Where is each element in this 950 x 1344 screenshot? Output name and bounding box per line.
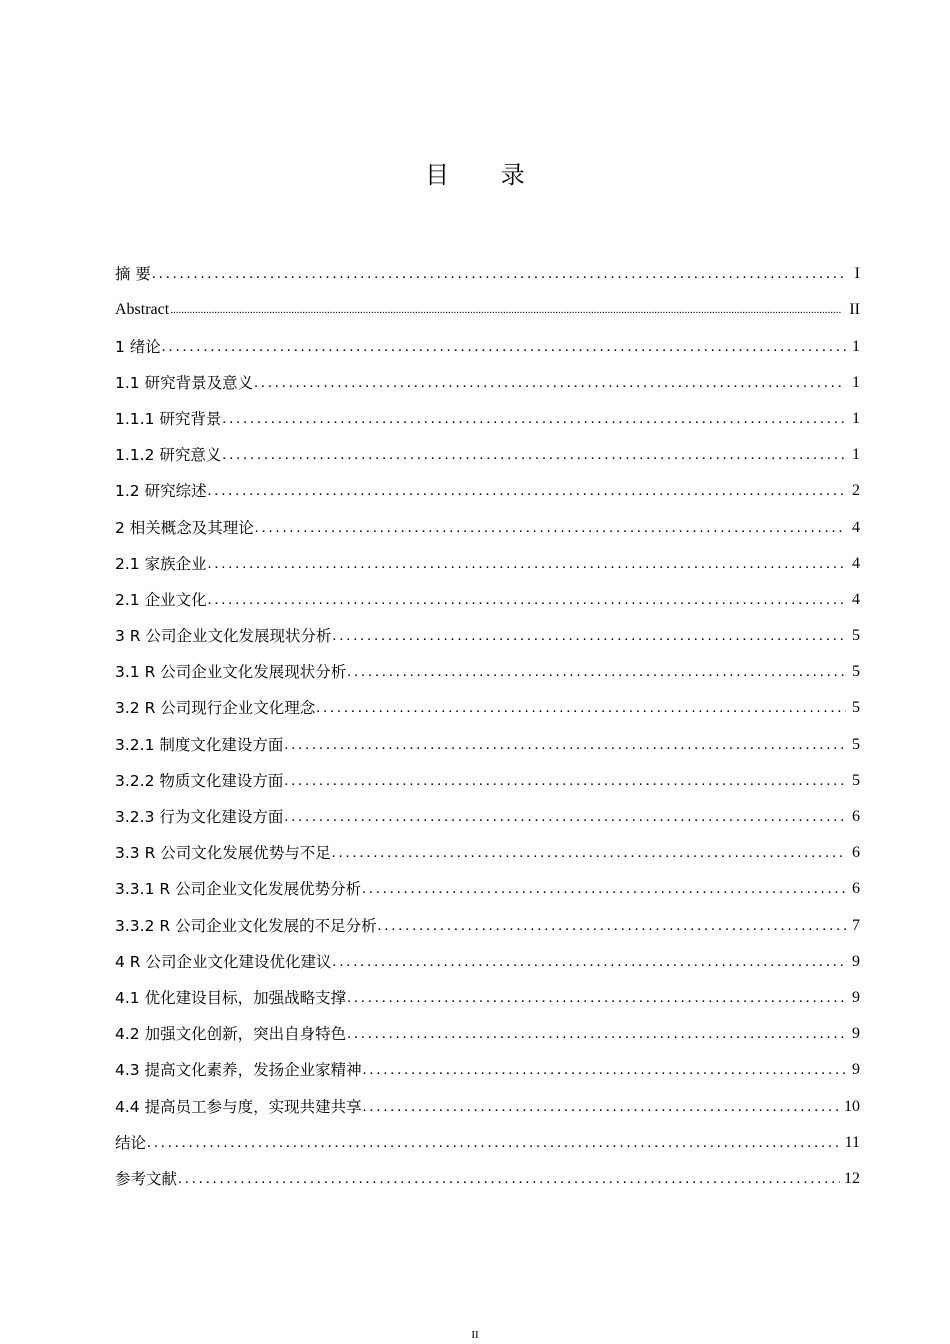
toc-entry[interactable] <box>115 357 860 393</box>
toc-entry-page-number: 7 <box>852 916 860 934</box>
toc-dot-leader <box>208 590 846 610</box>
toc-entry[interactable] <box>115 248 860 284</box>
toc-dot-leader <box>222 409 846 429</box>
toc-entry-page-number: 2 <box>852 482 860 500</box>
toc-entry-label: 3.3 R 公司文化发展优势与不足 <box>115 844 331 863</box>
toc-dot-leader <box>162 337 846 357</box>
toc-dot-leader <box>316 698 846 718</box>
footer-page-number: II <box>471 1329 479 1341</box>
toc-entry-page-number: 9 <box>852 1025 860 1043</box>
toc-dot-leader <box>284 771 846 791</box>
toc-entry-label: 2 相关概念及其理论 <box>115 518 254 537</box>
toc-entry-label: 4.4 提高员工参与度，实现共建共享 <box>115 1097 362 1116</box>
toc-entry-label: 3.2.2 物质文化建设方面 <box>115 771 284 790</box>
toc-entry-page-number: 11 <box>844 1133 860 1151</box>
toc-entry-label: 3.2.1 制度文化建设方面 <box>115 735 284 754</box>
toc-entry[interactable] <box>115 863 860 899</box>
toc-entry[interactable] <box>115 393 860 429</box>
toc-entry[interactable] <box>115 465 860 501</box>
toc-dot-leader <box>255 518 846 538</box>
toc-dot-leader <box>284 735 846 755</box>
toc-entry-label: 3.2 R 公司现行企业文化理念 <box>115 699 316 718</box>
toc-entry[interactable] <box>115 755 860 791</box>
toc-entry-label: 2.1 企业文化 <box>115 590 207 609</box>
toc-dot-leader <box>284 807 846 827</box>
toc-dot-leader <box>347 1024 846 1044</box>
toc-entry[interactable] <box>115 718 860 754</box>
toc-entry-label: 参考文献 <box>115 1169 178 1188</box>
toc-entry-label: 1.1.1 研究背景 <box>115 409 222 428</box>
toc-entry-page-number: 5 <box>852 663 860 681</box>
toc-entry-label: 3.3.1 R 公司企业文化发展优势分析 <box>115 880 362 899</box>
toc-entry-label: 1.2 研究综述 <box>115 482 207 501</box>
toc-entry[interactable] <box>115 827 860 863</box>
toc-dot-leader <box>332 843 846 863</box>
toc-entry-page-number: II <box>849 301 860 319</box>
toc-dot-leader <box>208 554 846 574</box>
toc-entry-label: 3.2.3 行为文化建设方面 <box>115 808 284 826</box>
toc-dot-leader <box>222 445 846 465</box>
toc-entry-label: 摘 要 <box>115 265 151 284</box>
toc-dot-leader <box>347 662 846 682</box>
toc-dot-leader <box>362 879 846 899</box>
toc-entry-page-number: 5 <box>852 771 860 789</box>
toc-entry-page-number: 4 <box>852 554 860 572</box>
toc-entry[interactable] <box>115 1044 860 1080</box>
toc-entry-page-number: 1 <box>852 373 860 391</box>
toc-entry[interactable] <box>115 646 860 682</box>
toc-entry[interactable] <box>115 1008 860 1044</box>
toc-dot-leader <box>178 1169 840 1189</box>
toc-entry[interactable] <box>115 538 860 574</box>
toc-entry-label: 3.3.2 R 公司企业文化发展的不足分析 <box>115 916 377 935</box>
toc-entry-page-number: 1 <box>852 337 860 355</box>
toc-entry[interactable] <box>115 682 860 718</box>
toc-entry-page-number: 6 <box>852 880 860 898</box>
toc-entry[interactable] <box>115 429 860 465</box>
toc-dot-leader <box>254 373 846 393</box>
toc-entry-label: 1.1 研究背景及意义 <box>115 373 254 392</box>
toc-entry-label: 4.1 优化建设目标，加强战略支撑 <box>115 988 347 1007</box>
toc-entry-label: 1 绪论 <box>115 337 161 356</box>
toc-entry[interactable] <box>115 610 860 646</box>
toc-entry-page-number: 1 <box>852 446 860 464</box>
toc-dot-leader <box>363 1060 846 1080</box>
toc-entry-page-number: 1 <box>852 409 860 427</box>
toc-dot-leader <box>147 1133 841 1153</box>
toc-entry-label: 3.1 R 公司企业文化发展现状分析 <box>115 663 347 682</box>
toc-entry-label: Abstract <box>115 301 170 319</box>
toc-dot-leader <box>170 300 845 320</box>
toc-entry[interactable] <box>115 1153 860 1189</box>
toc-entry-page-number: 12 <box>844 1169 860 1187</box>
page-title: 目 录 <box>425 161 547 189</box>
toc-entry[interactable] <box>115 791 860 827</box>
toc-dot-leader <box>208 481 846 501</box>
toc-entry[interactable] <box>115 284 860 320</box>
toc-entry-page-number: 9 <box>852 1061 860 1079</box>
toc-entry-page-number: 5 <box>852 699 860 717</box>
toc-entry-label: 4.3 提高文化素养，发扬企业家精神 <box>115 1061 362 1080</box>
toc-entry[interactable] <box>115 1080 860 1116</box>
toc-entry-label: 结论 <box>115 1133 147 1152</box>
toc-entry-label: 4.2 加强文化创新，突出自身特色 <box>115 1025 347 1044</box>
toc-entry[interactable] <box>115 1117 860 1153</box>
toc-dot-leader <box>333 952 847 972</box>
toc-entry-label: 1.1.2 研究意义 <box>115 446 222 465</box>
toc-entry-page-number: 6 <box>852 808 860 825</box>
toc-entry-page-number: 5 <box>852 735 860 753</box>
toc-entry-label: 4 R 公司企业文化建设优化建议 <box>115 952 332 971</box>
toc-entry-page-number: I <box>854 265 860 283</box>
toc-entry-page-number: 4 <box>852 518 860 536</box>
table-of-contents <box>115 248 860 1189</box>
toc-entry[interactable] <box>115 501 860 537</box>
toc-dot-leader <box>333 626 847 646</box>
toc-entry-page-number: 5 <box>852 627 860 645</box>
toc-entry-page-number: 4 <box>852 590 860 608</box>
toc-entry[interactable] <box>115 972 860 1008</box>
toc-entry-label: 2.1 家族企业 <box>115 554 207 573</box>
toc-entry[interactable] <box>115 899 860 935</box>
toc-entry[interactable] <box>115 936 860 972</box>
toc-dot-leader <box>152 264 846 284</box>
toc-entry-page-number: 10 <box>844 1097 860 1115</box>
toc-entry-page-number: 9 <box>852 988 860 1006</box>
toc-entry-page-number: 9 <box>852 952 860 970</box>
toc-entry-label: 3 R 公司企业文化发展现状分析 <box>115 627 332 646</box>
toc-dot-leader <box>363 1097 840 1117</box>
toc-entry-page-number: 6 <box>852 844 860 862</box>
toc-entry[interactable] <box>115 320 860 356</box>
toc-dot-leader <box>378 916 846 936</box>
toc-entry[interactable] <box>115 574 860 610</box>
toc-dot-leader <box>347 988 846 1008</box>
